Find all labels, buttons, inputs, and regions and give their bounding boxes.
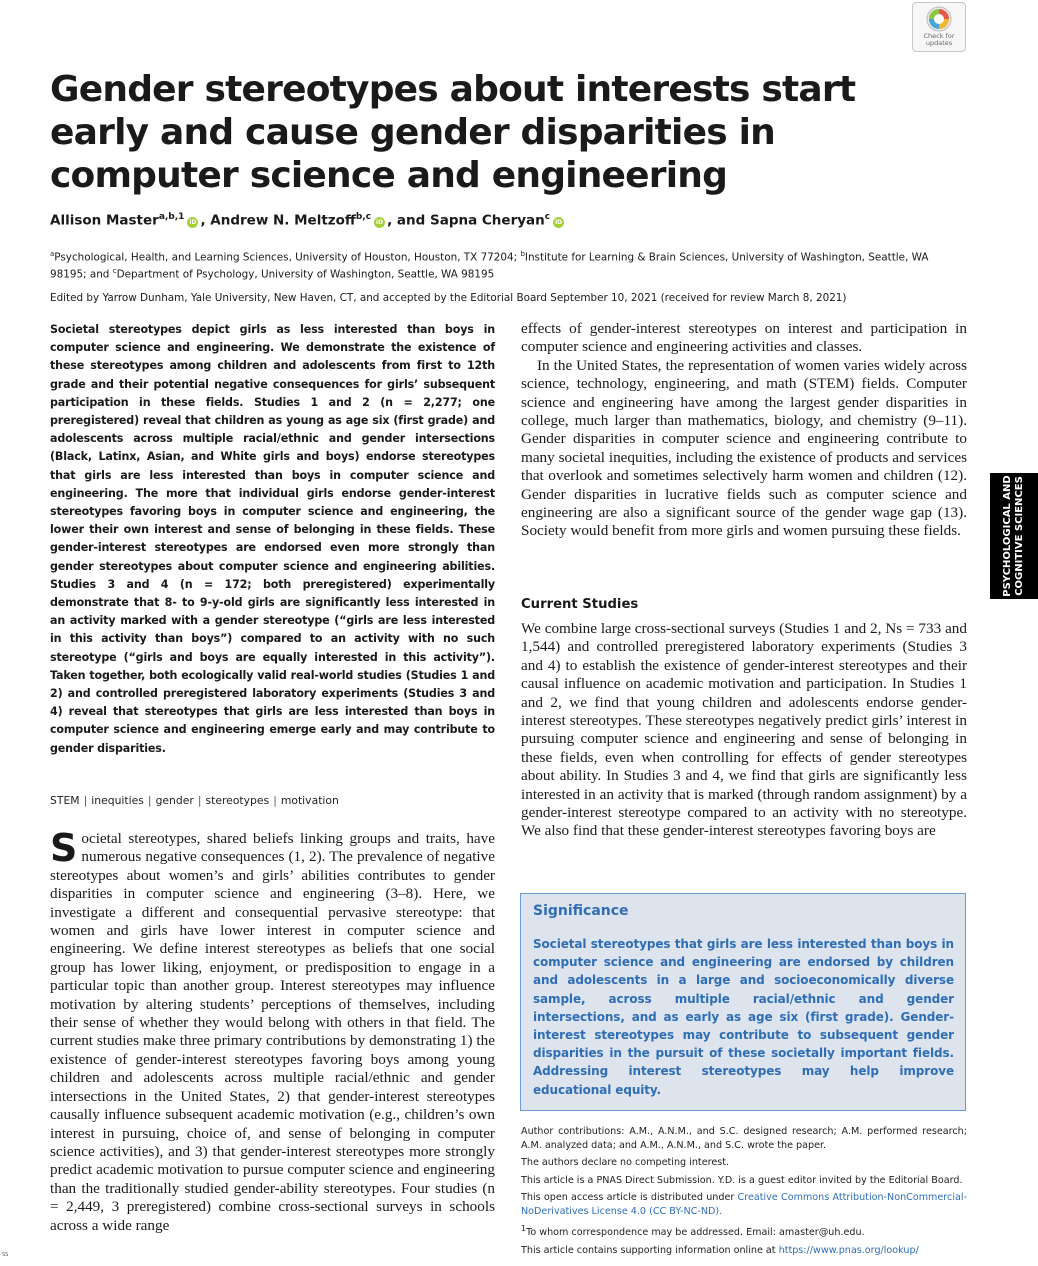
- significance-text: Societal stereotypes that girls are less interested than boys in computer science and engineering are endorsed by children and adolescents in a large and socioeconomically diverse sample, across multiple racial/ethnic and gender intersections, and as early as age six (first grade). Gender-interest stereotypes may contribute to subsequent gender disparities in the pursuit of these societally important fields. Addressing interest stereotypes may help improve educational equity.: [533, 937, 954, 1097]
- orcid-icon[interactable]: iD: [189, 218, 197, 226]
- body-paragraph: effects of gender-interest stereotypes on interest and participation in computer science and engineering activities and classes.: [521, 320, 967, 356]
- body-paragraph: In the United States, the representation of women varies widely across science, technology, engineering, and math (STEM) fields. Computer science and engineering have among the largest gender disparities in college, much larger than mathematics, biology, and chemistry (9–11). Gender disparities in computer science and engineering contribute to many societal inequities, including the existence of products and services that overlook and sometimes selectively harm women and children (12). Gender disparities in lucrative fields such as computer science and engineering are also a significant source of the gender wage gap (13). Society would benefit from more girls and women pursuing these fields.: [521, 356, 967, 540]
- right-column-top: [521, 320, 967, 541]
- keyword-separator: |: [197, 794, 202, 807]
- competing-interest: The authors declare no competing interest.: [521, 1157, 730, 1168]
- license-note: [521, 1191, 967, 1218]
- drop-cap: S: [50, 830, 78, 870]
- keyword-separator: |: [273, 794, 277, 807]
- correspondence-marker: 1: [521, 1224, 527, 1233]
- submission-note: This article is a PNAS Direct Submission. Y.D. is a guest editor invited by the Editorial Board.: [521, 1174, 963, 1186]
- keyword[interactable]: STEM: [50, 794, 80, 807]
- paper-title: Gender stereotypes about interests start early and cause gender disparities in computer science and engineering: [50, 69, 856, 196]
- keyword-list: [50, 794, 495, 807]
- affiliation-text: Institute for Learning & Brain Sciences, University of Washington, Seattle, WA 98195; and: [50, 251, 929, 281]
- author-separator: ,: [200, 212, 211, 229]
- author-affiliation-marker: c: [544, 212, 551, 222]
- significance-title: Significance: [533, 903, 629, 919]
- affiliation-marker: b: [520, 250, 525, 258]
- check-for-updates-label: Check for updates: [923, 32, 955, 47]
- affiliations: [50, 247, 960, 282]
- supporting-info-note: [521, 1244, 967, 1258]
- correspondence-text: To whom correspondence may be addressed. Email: amaster@uh.edu.: [526, 1227, 865, 1239]
- abstract: Societal stereotypes depict girls as less interested than boys in computer science and engineering. We demonstrate the existence of these stereotypes among children and adolescents from first to 12th grade and their potential negative consequences for girls’ subsequent participation in these fields. Studies 1 and 2 (n = 2,277; one preregistered) reveal that children as young as age six (first grade) and adolescents across multiple racial/ethnic and gender intersections (Black, Latinx, Asian, and White girls and boys) endorse stereotypes that girls are less interested than boys in computer science and engineering. The more that individual girls endorse gender-interest stereotypes favoring boys in computer science and engineering, the lower their own interest and sense of belonging in these fields. These gender-interest stereotypes are endorsed even more strongly than gender stereotypes about computer science and engineering abilities. Studies 3 and 4 (n = 172; both preregistered) experimentally demonstrate that 8- to 9-y-old girls are significantly less interested in an activity marked with a gender stereotype (“girls are less interested in this activity than boys”) compared to an activity with no such stereotype (“girls and boys are equally interested in this activity”). Taken together, both ecologically valid real-world studies (Studies 1 and 2) and controlled preregistered laboratory experiments (Studies 3 and 4) reveal that stereotypes that girls are less interested than boys in computer science and engineering emerge early and may contribute to gender disparities.: [50, 323, 495, 755]
- affiliation-text: Department of Psychology, University of Washington, Seattle, WA 98195: [116, 268, 495, 281]
- section-side-tab: [990, 473, 1038, 599]
- affiliation-marker: a: [50, 250, 55, 258]
- keyword-separator: |: [147, 794, 152, 807]
- affiliation-text: Psychological, Health, and Learning Sciences, University of Houston, Houston, TX 77204;: [54, 251, 521, 264]
- keyword[interactable]: inequities: [91, 794, 144, 807]
- check-for-updates-badge[interactable]: [912, 2, 966, 52]
- crossmark-icon: [926, 6, 952, 32]
- keyword-separator: |: [83, 794, 88, 807]
- orcid-icon[interactable]: iD: [376, 218, 384, 226]
- supporting-prefix: This article contains supporting information online at: [521, 1244, 779, 1256]
- keyword[interactable]: stereotypes: [205, 794, 270, 807]
- significance-box: [520, 893, 966, 1111]
- keyword[interactable]: motivation: [280, 794, 339, 807]
- footnotes: [521, 1125, 967, 1266]
- introduction-text: ocietal stereotypes, shared beliefs linking groups and traits, have numerous negative consequences (1, 2). The prevalence of negative stereotypes about women’s and girls’ abilities contributes to gender disparities in computer science and engineering (3–8). Here, we investigate a different and consequential pervasive stereotype: that women and girls have lower interest in computer science and engineering. We define interest stereotypes as beliefs that one social group has lower liking, enjoyment, or predisposition to engage in a particular topic than another group. Interest stereotypes may influence motivation by altering students’ perceptions of themselves, including their sense of whether they would belong with others in that field. The current studies make three primary contributions by demonstrating 1) the existence of gender-interest stereotypes favoring boys among young children and adolescents across multiple racial/ethnic and gender intersections in the United States, 2) that gender-interest stereotypes causally influence subsequent academic motivation (e.g., children’s own interest in pursuing, choice of, and sense of belonging in computer science activities), and 3) that gender-interest stereotypes more strongly predict academic motivation to pursue computer science and engineering than the traditionally studied gender-ability stereotypes. Four studies (n = 2,449, 3 preregistered) combine cross-sectional surveys in schools across a wide range: [50, 830, 495, 1234]
- license-prefix: This open access article is distributed under: [521, 1192, 738, 1203]
- author-name: Andrew N. Meltzoff: [210, 212, 356, 229]
- margin-mark: SS: [2, 1252, 9, 1258]
- orcid-icon[interactable]: iD: [555, 218, 563, 226]
- section-heading: Current Studies: [521, 597, 639, 612]
- author-affiliation-marker: b,c: [355, 212, 372, 222]
- author-name: Allison Master: [50, 212, 159, 229]
- author-name: Sapna Cheryan: [429, 212, 545, 229]
- supporting-link[interactable]: https://www.pnas.org/lookup/: [778, 1244, 919, 1256]
- editorial-note: Edited by Yarrow Dunham, Yale University, New Haven, CT, and accepted by the Editorial Board September 10, 2021 (received for review March 8, 2021): [50, 292, 847, 304]
- license-link[interactable]: Creative Commons Attribution-NonCommercial-NoDerivatives License 4.0 (CC BY-NC-ND).: [521, 1192, 967, 1217]
- author-affiliation-marker: a,b,1: [158, 212, 185, 222]
- side-tab-label: PSYCHOLOGICAL AND COGNITIVE SCIENCES: [1002, 475, 1025, 597]
- author-contributions: Author contributions: A.M., A.N.M., and S.C. designed research; A.M. performed research; A.M. analyzed data; and A.M., A.N.M., and S.C. wrote the paper.: [521, 1126, 967, 1151]
- body-paragraph: We combine large cross-sectional surveys (Studies 1 and 2, Ns = 733 and 1,544) and controlled preregistered laboratory experiments (Studies 3 and 4) to establish the existence of gender-interest stereotypes and their causal influence on academic motivation and participation. In Studies 1 and 2, we find that young children and adolescents endorse gender-interest stereotypes. These stereotypes negatively predict girls’ interest in pursuing computer science and engineering and sense of belonging in these fields, even when controlling for effects of gender stereotypes about ability. In Studies 3 and 4, we find that girls are significantly less interested in an activity that is marked (through random assignment) by a gender-interest stereotype compared to an activity with no stereotype. We also find that these gender-interest stereotypes favoring boys are: [521, 620, 967, 840]
- author-list: [50, 212, 950, 229]
- introduction-column: [50, 830, 495, 1266]
- affiliation-marker: c: [112, 267, 117, 276]
- author-separator: , and: [387, 212, 430, 229]
- keyword[interactable]: gender: [155, 794, 194, 807]
- correspondence-note: [521, 1222, 967, 1240]
